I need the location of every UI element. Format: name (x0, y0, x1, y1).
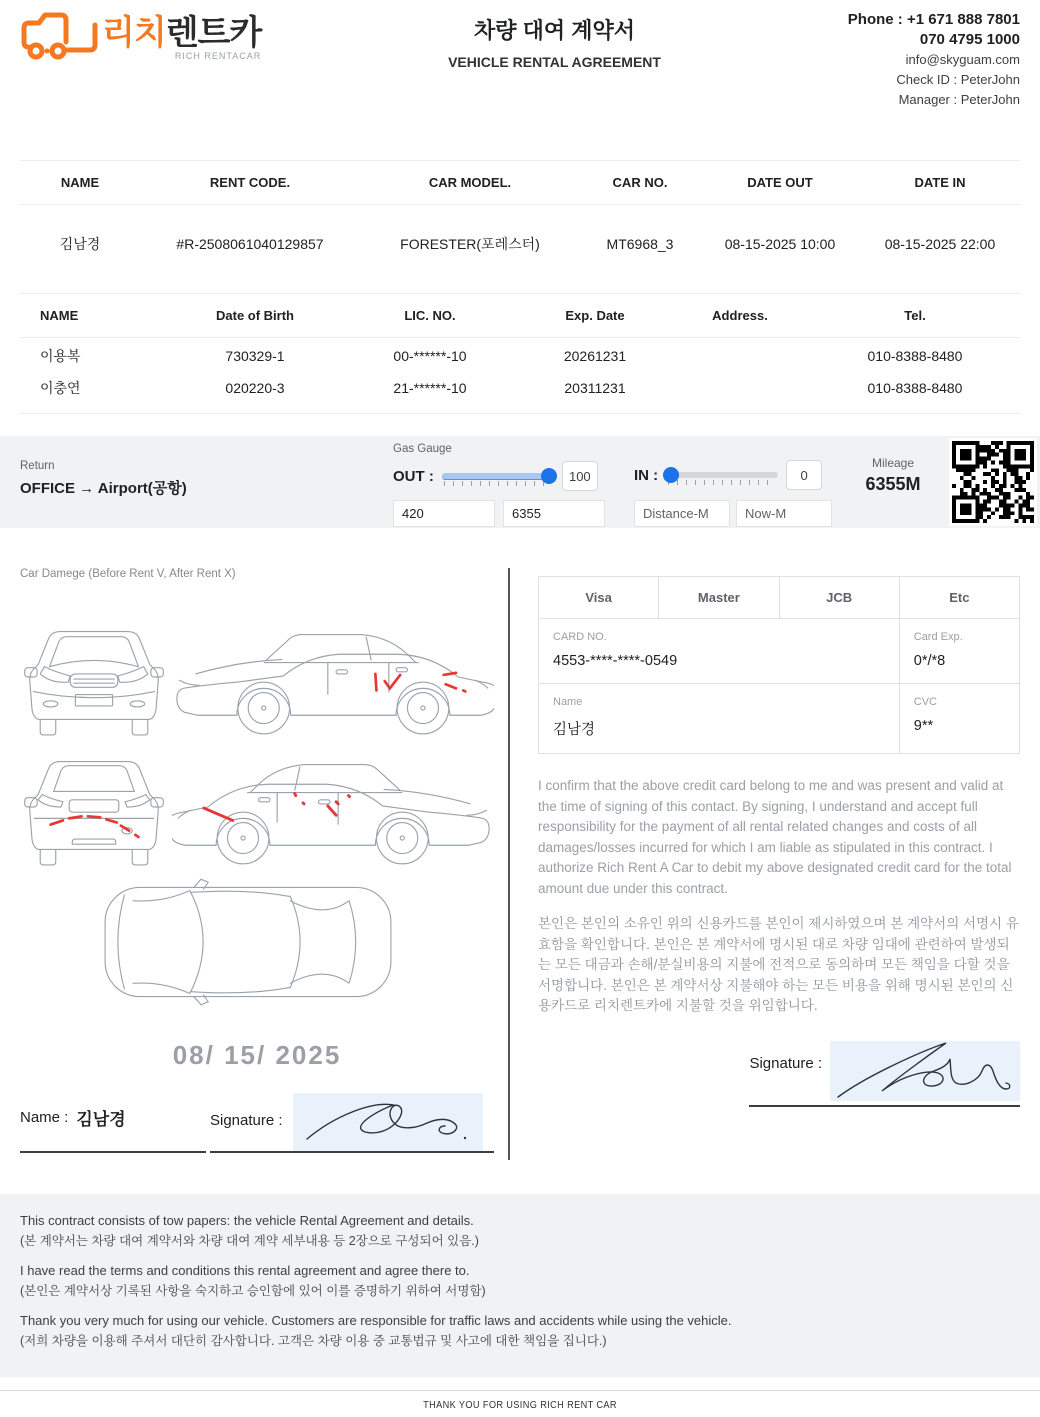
driver-table (20, 293, 1020, 415)
rental-table (20, 160, 1020, 283)
card-signature-field[interactable] (749, 1041, 1020, 1107)
title-english: VEHICLE RENTAL AGREEMENT (448, 54, 661, 70)
mileage-label: Mileage (871, 456, 915, 470)
date-in: 08-15-2025 22:00 (884, 235, 996, 252)
document-title (448, 10, 661, 70)
mileage-block (838, 456, 948, 495)
note-item (20, 1261, 1020, 1301)
car-front-view (20, 616, 168, 738)
renter-signature-field[interactable] (210, 1093, 494, 1153)
note-en: I have read the terms and conditions this rental agreement and agree there to. (20, 1263, 470, 1278)
col-car-no: CAR NO. (580, 161, 700, 205)
date-out: 08-15-2025 10:00 (724, 235, 836, 252)
driver-exp: 20261231 (563, 348, 627, 365)
gas-in-label: IN : (634, 466, 659, 484)
note-en: This contract consists of tow papers: the vehicle Rental Agreement and details. (20, 1213, 474, 1228)
driver-exp: 20311231 (564, 380, 626, 396)
damage-date: 08/ 15/ 2025 (172, 1040, 342, 1070)
logo-kr-orange: 리치 (102, 14, 166, 52)
gas-out-slider[interactable] (442, 468, 554, 484)
company-logo (20, 10, 261, 62)
confirmation-text-kr: 본인은 본인의 소유인 위의 신용카드를 본인이 제시하였으며 본 계약서의 서명시 유효함을 확인합니다. 본인은 본 계약서에 명시된 대로 차량 임대에 관련하여 발생되는 모든 대금과 손해/분실비용의 지불에 전적으로 동의하며 모든 책임을 다할 것을 서명합니다. 본인은 본 계약서상 지불해야 하는 모든 비용을 위해 명시된 본인의 신용카드로 리치렌트카에 지불할 것을 위임합니다. (538, 916, 1019, 1013)
gas-in-block (634, 460, 832, 527)
table-row (20, 205, 1020, 283)
slider-thumb[interactable] (541, 468, 557, 484)
renter-name: 김남경 (59, 235, 101, 252)
tab-etc[interactable]: Etc (899, 577, 1019, 619)
card-exp-cell (899, 619, 1019, 684)
signature-drawing (830, 1041, 1020, 1101)
renter-name-field (20, 1093, 206, 1153)
slider-ticks (444, 481, 552, 486)
driver-table-header (20, 293, 1020, 337)
gas-gauge-block (393, 443, 605, 527)
slider-track (666, 472, 778, 478)
card-table (538, 576, 1020, 754)
rental-table-header (20, 161, 1020, 205)
check-id: Check ID : PeterJohn (896, 72, 1020, 87)
slider-track (442, 473, 554, 479)
name-label: Name : (20, 1108, 69, 1126)
phone-primary: Phone : +1 671 888 7801 (847, 11, 1020, 28)
cvc-label: CVC (913, 696, 937, 708)
card-no-label: CARD NO. (553, 631, 607, 643)
car-rear-view (20, 746, 168, 868)
gas-in-value: 0 (786, 460, 822, 490)
card-cvc-cell (899, 684, 1019, 754)
header (0, 0, 1040, 160)
table-row (20, 375, 1020, 413)
note-item (20, 1211, 1020, 1251)
driver-dob: 730329-1 (225, 348, 285, 365)
tab-jcb[interactable]: JCB (779, 577, 899, 619)
col-tel: Tel. (810, 293, 1020, 337)
card-no-value: 4553-****-****-0549 (553, 653, 678, 669)
signature-label: Signature : (210, 1112, 283, 1129)
card-exp-value: 0*/*8 (913, 653, 946, 669)
signature-label: Signature : (749, 1054, 822, 1072)
col-date-in: DATE IN (860, 161, 1020, 205)
qr-code (949, 438, 1037, 526)
truck-icon (20, 10, 98, 62)
now-m-input[interactable] (736, 500, 832, 527)
note-kr: (본 계약서는 차량 대여 계약서와 차량 대여 계약 세부내용 등 2장으로 구성되어 있음.) (20, 1234, 479, 1248)
title-korean: 차량 대여 계약서 (474, 18, 636, 43)
status-band (0, 436, 1040, 528)
payment-section (508, 568, 1040, 1160)
tab-master[interactable]: Master (659, 577, 779, 619)
driver-dob: 020220-3 (225, 380, 285, 396)
col-rent-code: RENT CODE. (140, 161, 360, 205)
mileage-start-input[interactable] (503, 500, 605, 527)
name-value: 김남경 (76, 1109, 126, 1129)
page-footer (0, 1390, 1040, 1417)
driver-tel: 010-8388-8480 (867, 348, 963, 365)
return-label: Return (20, 460, 55, 472)
return-route: OFFICE → Airport(공항) (20, 480, 187, 497)
contract-notes (0, 1194, 1040, 1377)
signature-canvas[interactable] (293, 1093, 483, 1151)
confirmation-text-en: I confirm that the above credit card belong to me and was present and valid at the time of signing of this contact. By signing, I understand and accept full responsibility for the payment of all rental related changes and costs of all damages/losses incurred for which I am liable as stipulated in this contract. I authorize Rich Rent A Car to debit my above designated credit card for the total amount due under this contract. (538, 778, 1012, 896)
card-name-cell (539, 684, 900, 754)
col-dob: Date of Birth (170, 293, 340, 337)
signature-canvas[interactable] (830, 1041, 1020, 1101)
card-name-value: 김남경 (553, 722, 596, 738)
car-damage-section (0, 568, 508, 1160)
rent-code: #R-2508061040129857 (176, 235, 324, 252)
col-name: NAME (20, 161, 140, 205)
card-exp-label: Card Exp. (913, 631, 963, 643)
thank-you-text: THANK YOU FOR USING RICH RENT CAR (423, 1400, 617, 1411)
driver-name: 이충연 (40, 380, 81, 396)
note-kr: (본인은 계약서상 기록된 사항을 숙지하고 승인함에 있어 이를 증명하기 위하여 서명함) (20, 1284, 486, 1298)
table-row (20, 337, 1020, 375)
col-exp-date: Exp. Date (520, 293, 670, 337)
car-damage-label: Car Damege (Before Rent V, After Rent X) (20, 568, 236, 580)
driver-name: 이용복 (40, 348, 81, 365)
mileage-value: 6355M (865, 474, 921, 494)
driver-lic: 00-******-10 (393, 348, 467, 365)
note-item (20, 1311, 1020, 1351)
note-en: Thank you very much for using our vehicle. Customers are responsible for traffic laws and accidents while using the vehicle. (20, 1313, 732, 1328)
driver-lic: 21-******-10 (393, 380, 467, 396)
return-info (20, 460, 187, 498)
driver-address (670, 337, 810, 375)
slider-ticks (668, 480, 776, 485)
car-side-left-view (172, 746, 494, 868)
card-name-label: Name (553, 696, 583, 708)
col-address: Address. (670, 293, 810, 337)
distance-m-input[interactable] (634, 500, 730, 527)
col-driver-name: NAME (20, 293, 170, 337)
driver-tel: 010-8388-8480 (867, 380, 963, 396)
main-section (0, 568, 1040, 1160)
logo-subtitle: RICH RENTACAR (174, 51, 262, 61)
card-number-cell (539, 619, 900, 684)
driver-address (670, 375, 810, 413)
phone-secondary: 070 4795 1000 (919, 31, 1020, 48)
col-car-model: CAR MODEL. (360, 161, 580, 205)
gas-in-slider[interactable] (666, 467, 778, 483)
gas-out-value: 100 (562, 461, 598, 491)
cvc-value: 9** (913, 718, 934, 734)
gas-out-label: OUT : (393, 467, 434, 485)
manager: Manager : PeterJohn (898, 92, 1020, 107)
contact-info (848, 10, 1020, 110)
logo-kr-dark: 렌트카 (165, 14, 262, 52)
col-lic-no: LIC. NO. (340, 293, 520, 337)
car-top-view (100, 878, 396, 1006)
tab-visa[interactable]: Visa (539, 577, 659, 619)
logo-wordmark (102, 16, 261, 50)
car-no: MT6968_3 (606, 235, 674, 252)
email: info@skyguam.com (905, 52, 1020, 67)
car-model: FORESTER(포레스터) (400, 235, 540, 252)
gas-gauge-label: Gas Gauge (393, 443, 452, 455)
signature-drawing (293, 1093, 483, 1151)
distance-start-input[interactable] (393, 500, 495, 527)
car-side-right-view (172, 616, 494, 738)
note-kr: (저희 차량을 이용해 주셔서 대단히 감사합니다. 고객은 차량 이용 중 교통법규 및 사고에 대한 책임을 집니다.) (20, 1334, 607, 1348)
col-date-out: DATE OUT (700, 161, 860, 205)
